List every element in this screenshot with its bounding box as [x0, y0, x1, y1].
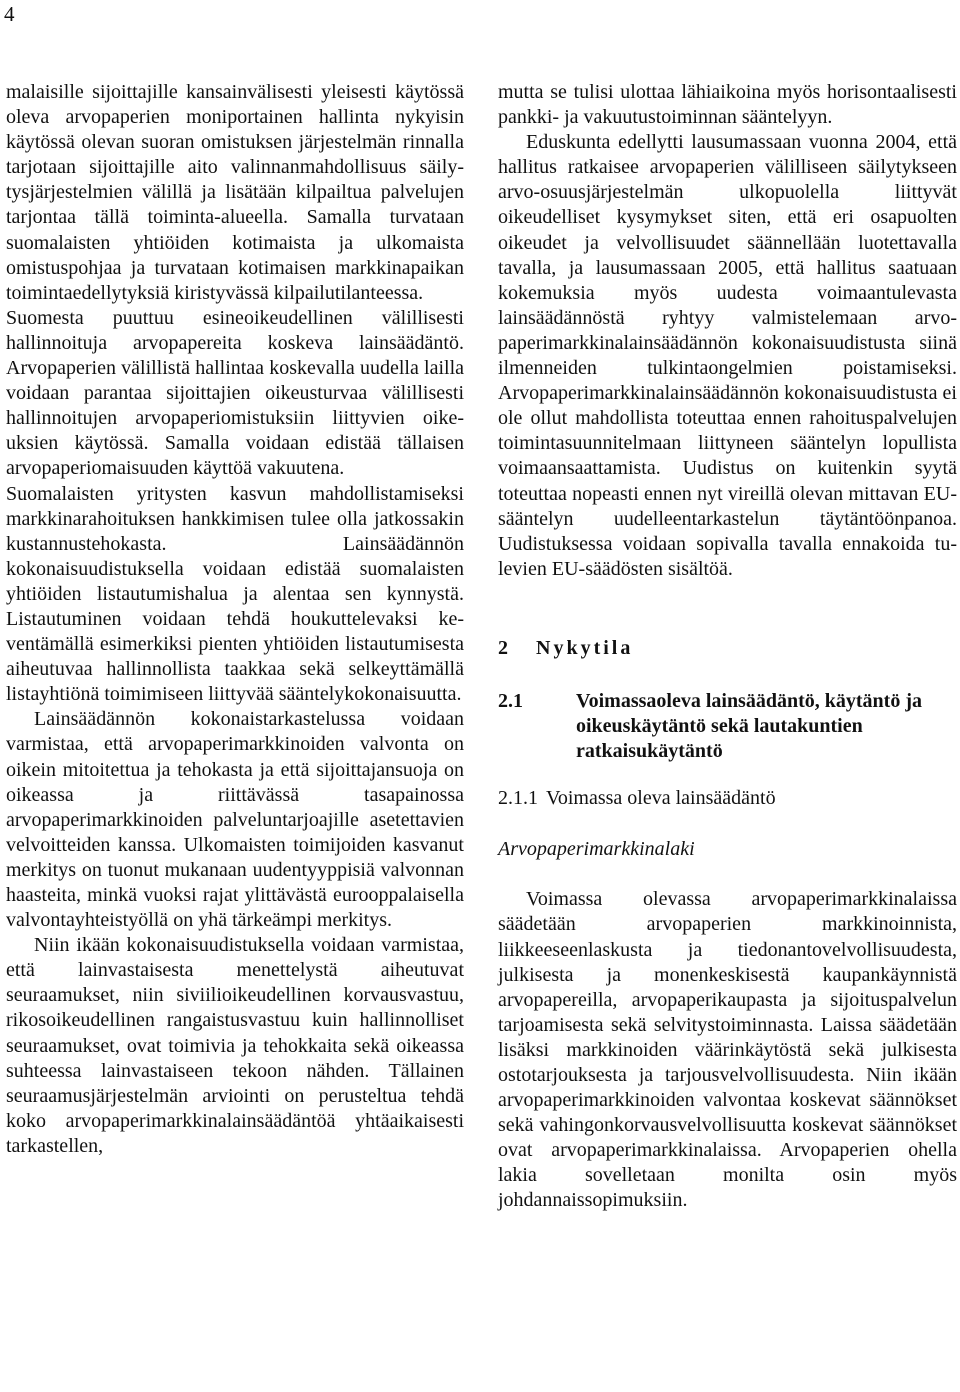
paragraph: mutta se tulisi ulottaa lähiaikoina myös horisontaalisesti pankki- ja vakuutustoiminnan sääntelyyn.	[498, 81, 957, 129]
subsubsection-heading	[498, 786, 957, 811]
paragraph: malaisille sijoittajille kansainvälisesti yleisesti käytössä oleva arvopaperien moniportainen hallinta nykyisin käytössä olevan suoran omistuksen järjestelmän rinnalla tarjotaan sijoittajille aito valinnanmahdollisuus säilytysjärjestelmien välillä ja lisätään kilpailtua palvelujen tarjontaa tällä toiminta-alueella. Samalla turvataan suomalaisten yhtiöiden kotimaista ja ulkomaista omistuspohjaa ja turvataan kotimaisen markkinapaikan toimintaedellytyksiä kiristyvässä kilpailutilanteessa.	[6, 81, 464, 304]
subsubsection-number: 2.1.1	[498, 787, 538, 810]
paragraph: Voimassa olevassa arvopaperimarkkinalaissa säädetään arvopaperien markkinoinnista, liikkeeseenlaskusta ja tiedonantovelvollisuudesta, julkisesta ja monenkeskisestä kaupankäynnistä arvopapereilla, arvopaperikaupasta ja sijoituspalvelun tarjoamisesta sekä selvitystoiminnasta. Laissa säädetään lisäksi markkinoiden väärinkäytöstä sekä julkisesta ostotarjouksesta ja tarjousvelvollisuudesta. Niin ikään arvopaperimarkkinoiden valvontaa koskevat säännökset sekä vahingonkorvausvelvollisuutta koskevat säännökset ovat arvopaperimarkkinalaissa. Arvopaperien ohella lakia sovelletaan monilta osin myös johdannaissopimuksiin.	[498, 888, 957, 1212]
paragraph: Niin ikään kokonaisuudistuksella voidaan varmistaa, että lainvastaisesta menettelystä aiheutuvat seuraamukset, niin siviilioikeudellinen korvausvastuu, rikosoikeudellinen rangaistusvastuu kuin hallinnolliset seuraamukset, ovat toimivia ja tehokkaita sekä oikeassa suhteessa lainvastaiseen tekoon nähden. Tällainen seuraamusjärjestelmän arviointi on perusteltua tehdä koko arvopaperimarkkinalainsäädäntöä yhtäaikaisesti tarkastellen,	[6, 934, 464, 1157]
italic-subheading: Arvopaperimarkkinalaki	[498, 838, 695, 861]
page-number: 4	[4, 2, 15, 26]
right-column	[498, 80, 957, 1214]
section-title: Nykytila	[536, 636, 634, 659]
subsection-number: 2.1	[498, 689, 523, 712]
subsection-title: Voimassaoleva lainsäädäntö, käytäntö ja oikeuskäytäntö sekä lautakuntien ratkaisukäytäntö	[576, 689, 922, 763]
paragraph: Lainsäädännön kokonaistarkastelussa voidaan varmistaa, että arvopaperimarkkinoiden valvonta on oikein mitoitettua ja tehokasta ja että sijoittajansuoja on oikeassa ja riittävässä tasapainossa arvopaperimarkkinoiden palveluntarjoajille asetettavien velvoitteiden kanssa. Ulkomaisten toimijoiden kasvanut merkitys on tuonut mukanaan uudentyyppisiä valvonnan haasteita, minkä vuoksi rajat ylittävästä eurooppalaisella valvontayhteistyöllä on yhä tärkeämpi merkitys.	[6, 708, 464, 932]
section-number: 2	[498, 636, 508, 659]
section-heading	[498, 636, 957, 661]
left-column	[6, 80, 464, 1159]
subsection-heading	[498, 689, 957, 764]
paragraph: Suomalaisten yritysten kasvun mahdollistamiseksi markkinarahoituksen hankkimisen tulee olla jatkossakin kustannustehokasta. Lainsäädännön kokonaisuudistuksella voidaan edistää suomalaisten yhtiöiden listautumishalua ja alentaa sen kynnystä. Listautuminen voidaan tehdä houkuttelevaksi keventämällä esimerkiksi pienten yhtiöiden listautumisesta aiheutuvaa hallinnollista taakkaa sekä selkeyttämällä listayhtiönä toimimiseen liittyvää sääntelykokonaisuutta.	[6, 482, 464, 706]
subsubsection-title: Voimassa oleva lainsäädäntö	[546, 787, 776, 810]
paragraph: Eduskunta edellytti lausumassaan vuonna 2004, että hallitus ratkaisee arvopaperien välilliseen säilytykseen arvo-osuusjärjestelmän ulkopuolella liittyvät oikeudelliset kysymykset siten, että eri osapuolten oikeudet ja velvollisuudet säännellään luotettavalla tavalla, ja lausumassaan 2005, että hallitus saatuaan kokemuksia myös uudesta voimaantulevasta lainsäädännöstä ryhtyy valmistelemaan arvopaperimarkkinalainsäädännön kokonaisuudistusta siinä ilmenneiden tulkintaongelmien poistamiseksi. Arvopaperimarkkinalainsäädännön kokonaisuudistusta ei ole ollut mahdollista toteuttaa ennen rahoituspalvelujen toimintasuunnitelmaan liittyneen sääntelyn lopullista voimaansaattamista. Uudistus on kuitenkin syytä toteuttaa nopeasti ennen nyt vireillä olevan mittavan EU-sääntelyn uudelleentarkastelun täytäntöönpanoa. Uudistuksessa voidaan sopivalla tavalla ennakoida tulevien EU-säädösten sisältöä.	[498, 131, 957, 580]
paragraph: Suomesta puuttuu esineoikeudellinen välillisesti hallinnoituja arvopapereita koskeva lainsäädäntö. Arvopaperien välillistä hallintaa koskevalla uudella lailla voidaan parantaa sijoittajien oikeusturvaa välillisesti hallinnoitujen arvopaperiomistuksiin liittyvien oikeuksien käytössä. Samalla voidaan edistää tällaisen arvopaperiomaisuuden käyttöä vakuutena.	[6, 306, 464, 480]
